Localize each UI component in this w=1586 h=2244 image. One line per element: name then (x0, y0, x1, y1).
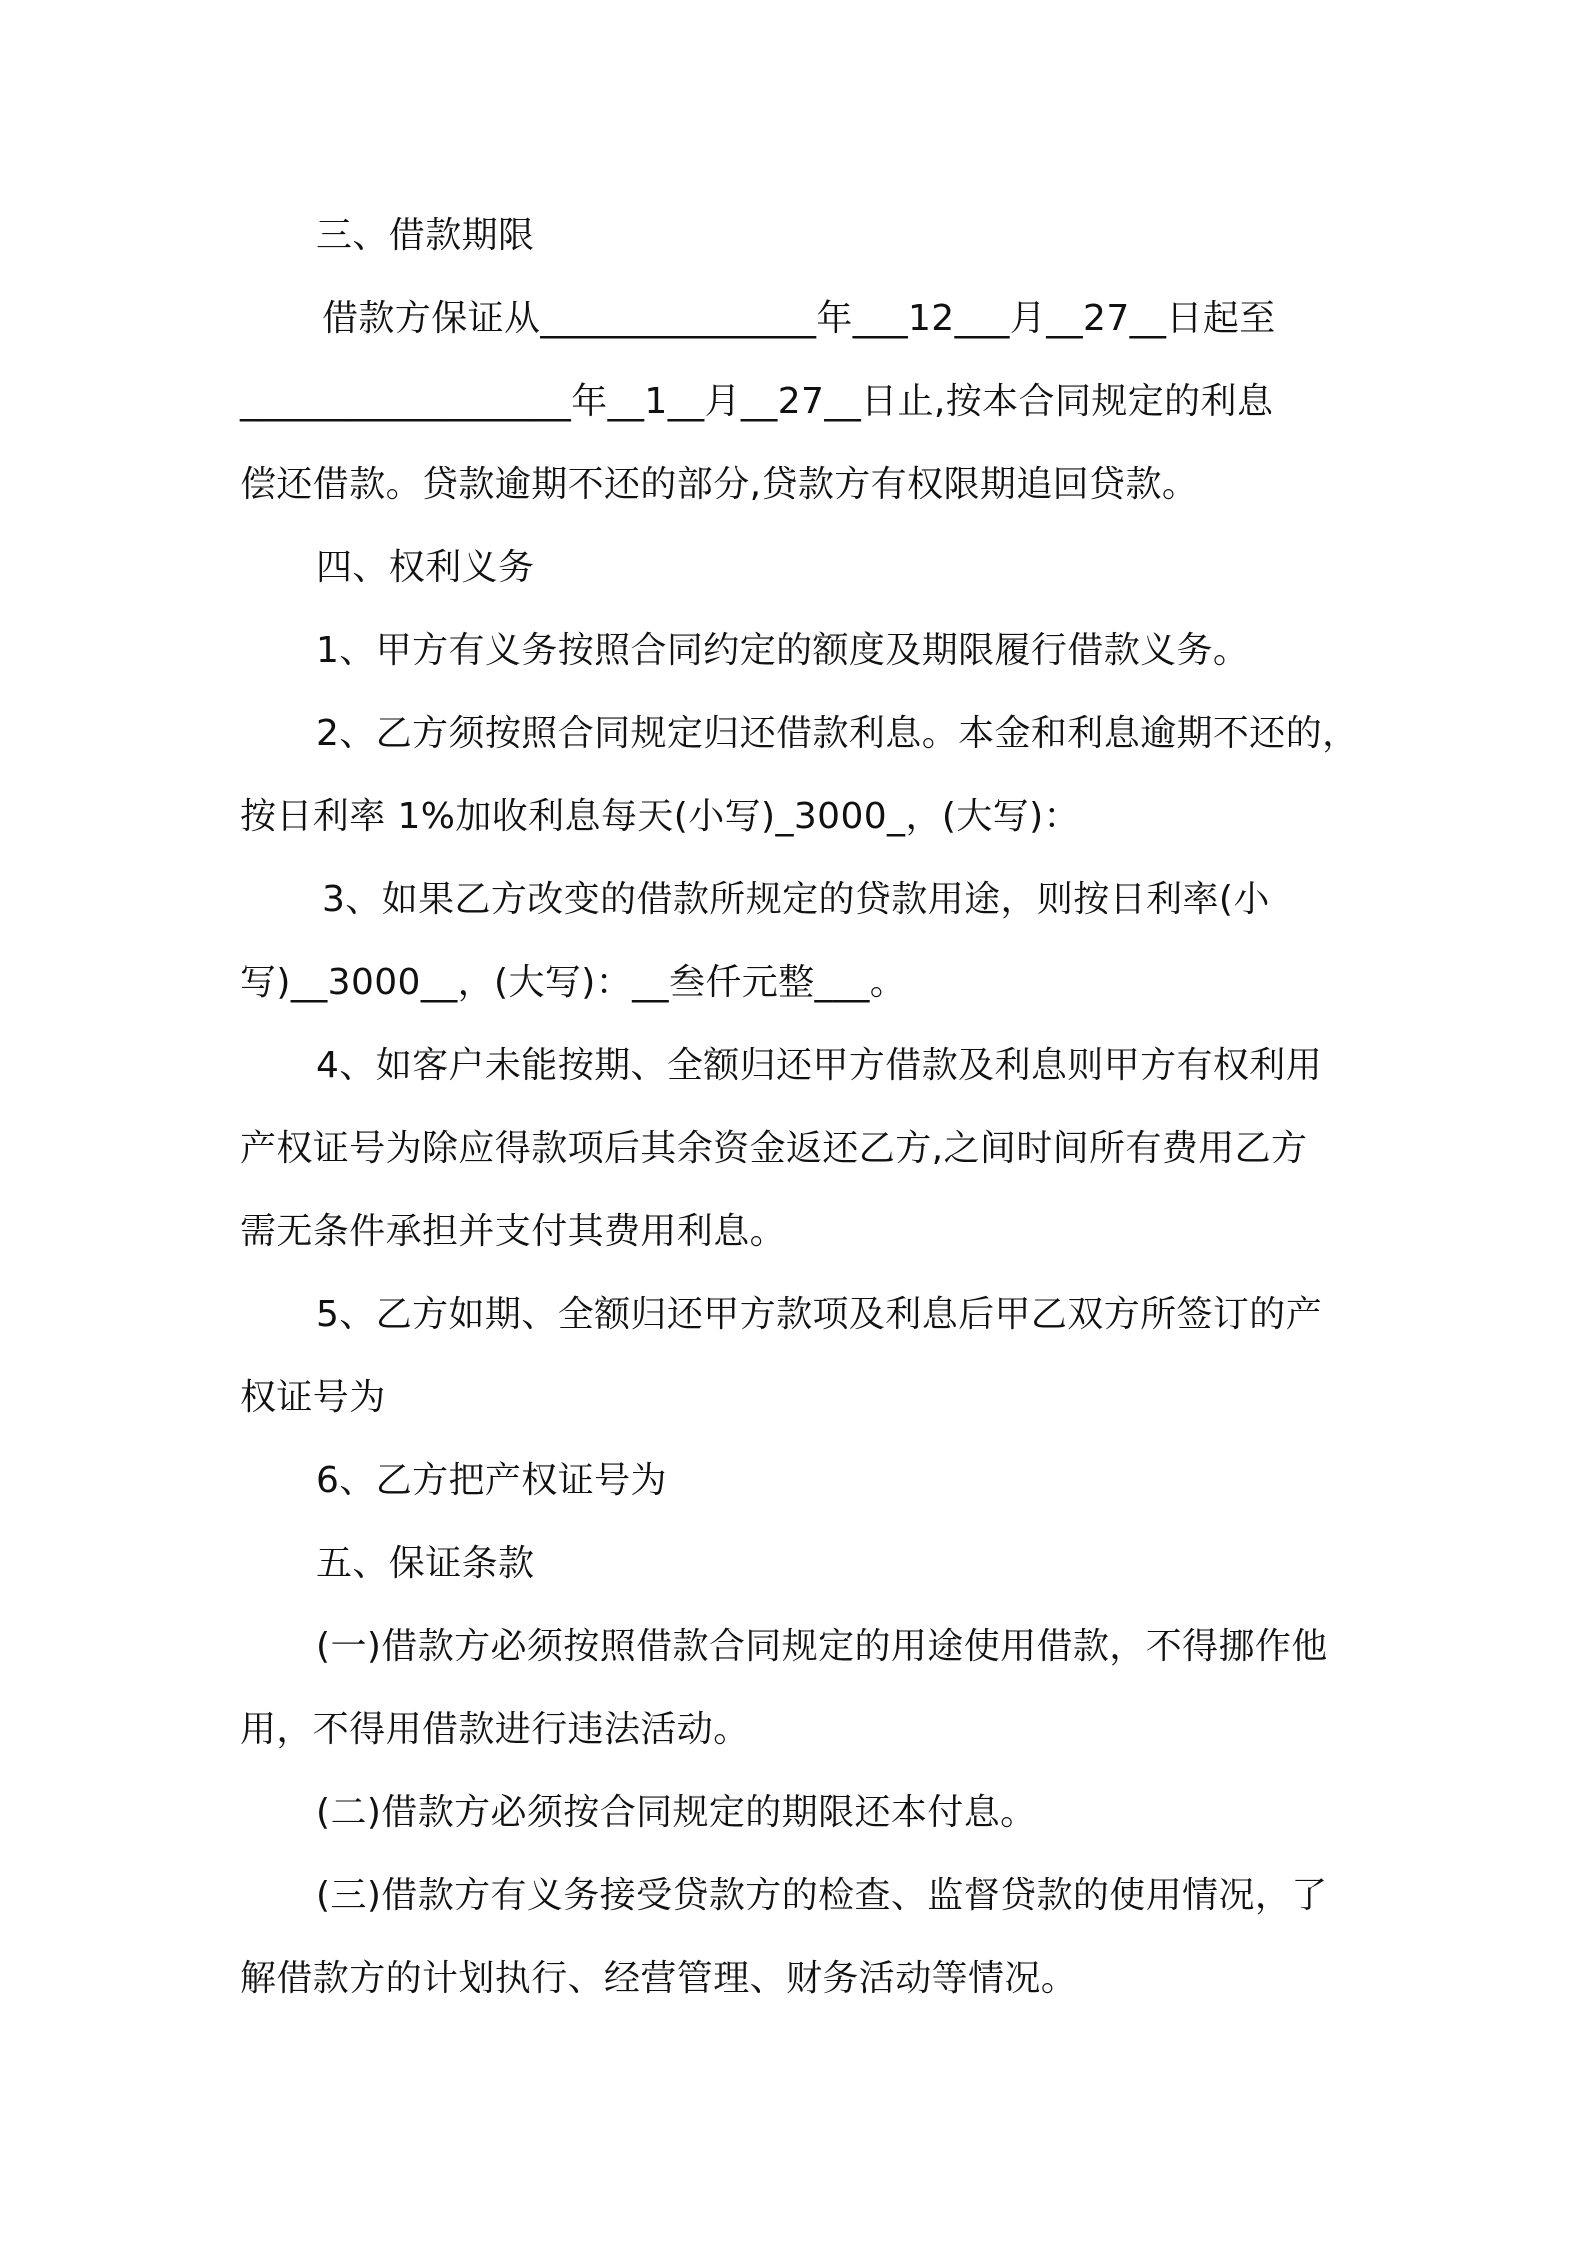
text-line: 偿还借款。贷款逾期不还的部分,贷款方有权限期追回贷款。 (240, 464, 1199, 505)
text-line: 3、如果乙方改变的借款所规定的贷款用途，则按日利率(小 (322, 879, 1270, 920)
paragraph-term-dates (240, 277, 1360, 526)
clause-6 (240, 1439, 1360, 1522)
text-line: 用，不得用借款进行违法活动。 (240, 1709, 750, 1750)
text-line: 三、借款期限 (316, 215, 535, 256)
guarantee-clause-3 (240, 1854, 1360, 2020)
text-line: 借款方保证从_______________年___12___月__27__日起至 (322, 298, 1276, 339)
document-body (240, 194, 1360, 2020)
section-heading-term (240, 194, 1360, 277)
text-line: 2、乙方须按照合同规定归还借款利息。本金和利息逾期不还的， (316, 713, 1359, 754)
text-line: 1、甲方有义务按照合同约定的额度及期限履行借款义务。 (316, 630, 1250, 671)
text-line: 四、权利义务 (316, 547, 535, 588)
text-line: __________________年__1__月__27__日止,按本合同规定的利息 (240, 381, 1274, 422)
text-line: 产权证号为除应得款项后其余资金返还乙方,之间时间所有费用乙方 (240, 1128, 1308, 1169)
text-line: 需无条件承担并支付其费用利息。 (240, 1211, 787, 1252)
section-heading-rights (240, 526, 1360, 609)
text-line: 4、如客户未能按期、全额归还甲方借款及利息则甲方有权利用 (316, 1045, 1323, 1086)
clause-3 (240, 858, 1360, 1024)
clause-4 (240, 1024, 1360, 1273)
text-line: 5、乙方如期、全额归还甲方款项及利息后甲乙双方所签订的产 (316, 1294, 1323, 1335)
text-line: 解借款方的计划执行、经营管理、财务活动等情况。 (240, 1958, 1078, 1999)
clause-1 (240, 609, 1360, 692)
text-line: 写)__3000__，(大写)：__叁仟元整___。 (240, 962, 907, 1003)
guarantee-clause-2 (240, 1771, 1360, 1854)
section-heading-guarantee (240, 1522, 1360, 1605)
guarantee-clause-1 (240, 1605, 1360, 1771)
clause-2 (240, 692, 1360, 858)
text-line: 五、保证条款 (316, 1543, 535, 1584)
text-line: (三)借款方有义务接受贷款方的检查、监督贷款的使用情况，了 (316, 1875, 1328, 1916)
text-line: 6、乙方把产权证号为 (316, 1460, 667, 1501)
text-line: 权证号为 (240, 1377, 386, 1418)
clause-5 (240, 1273, 1360, 1439)
text-line: (一)借款方必须按照借款合同规定的用途使用借款，不得挪作他 (316, 1626, 1328, 1667)
text-line: 按日利率 1%加收利息每天(小写)_3000_，(大写)： (240, 796, 1080, 837)
text-line: (二)借款方必须按合同规定的期限还本付息。 (316, 1792, 1037, 1833)
